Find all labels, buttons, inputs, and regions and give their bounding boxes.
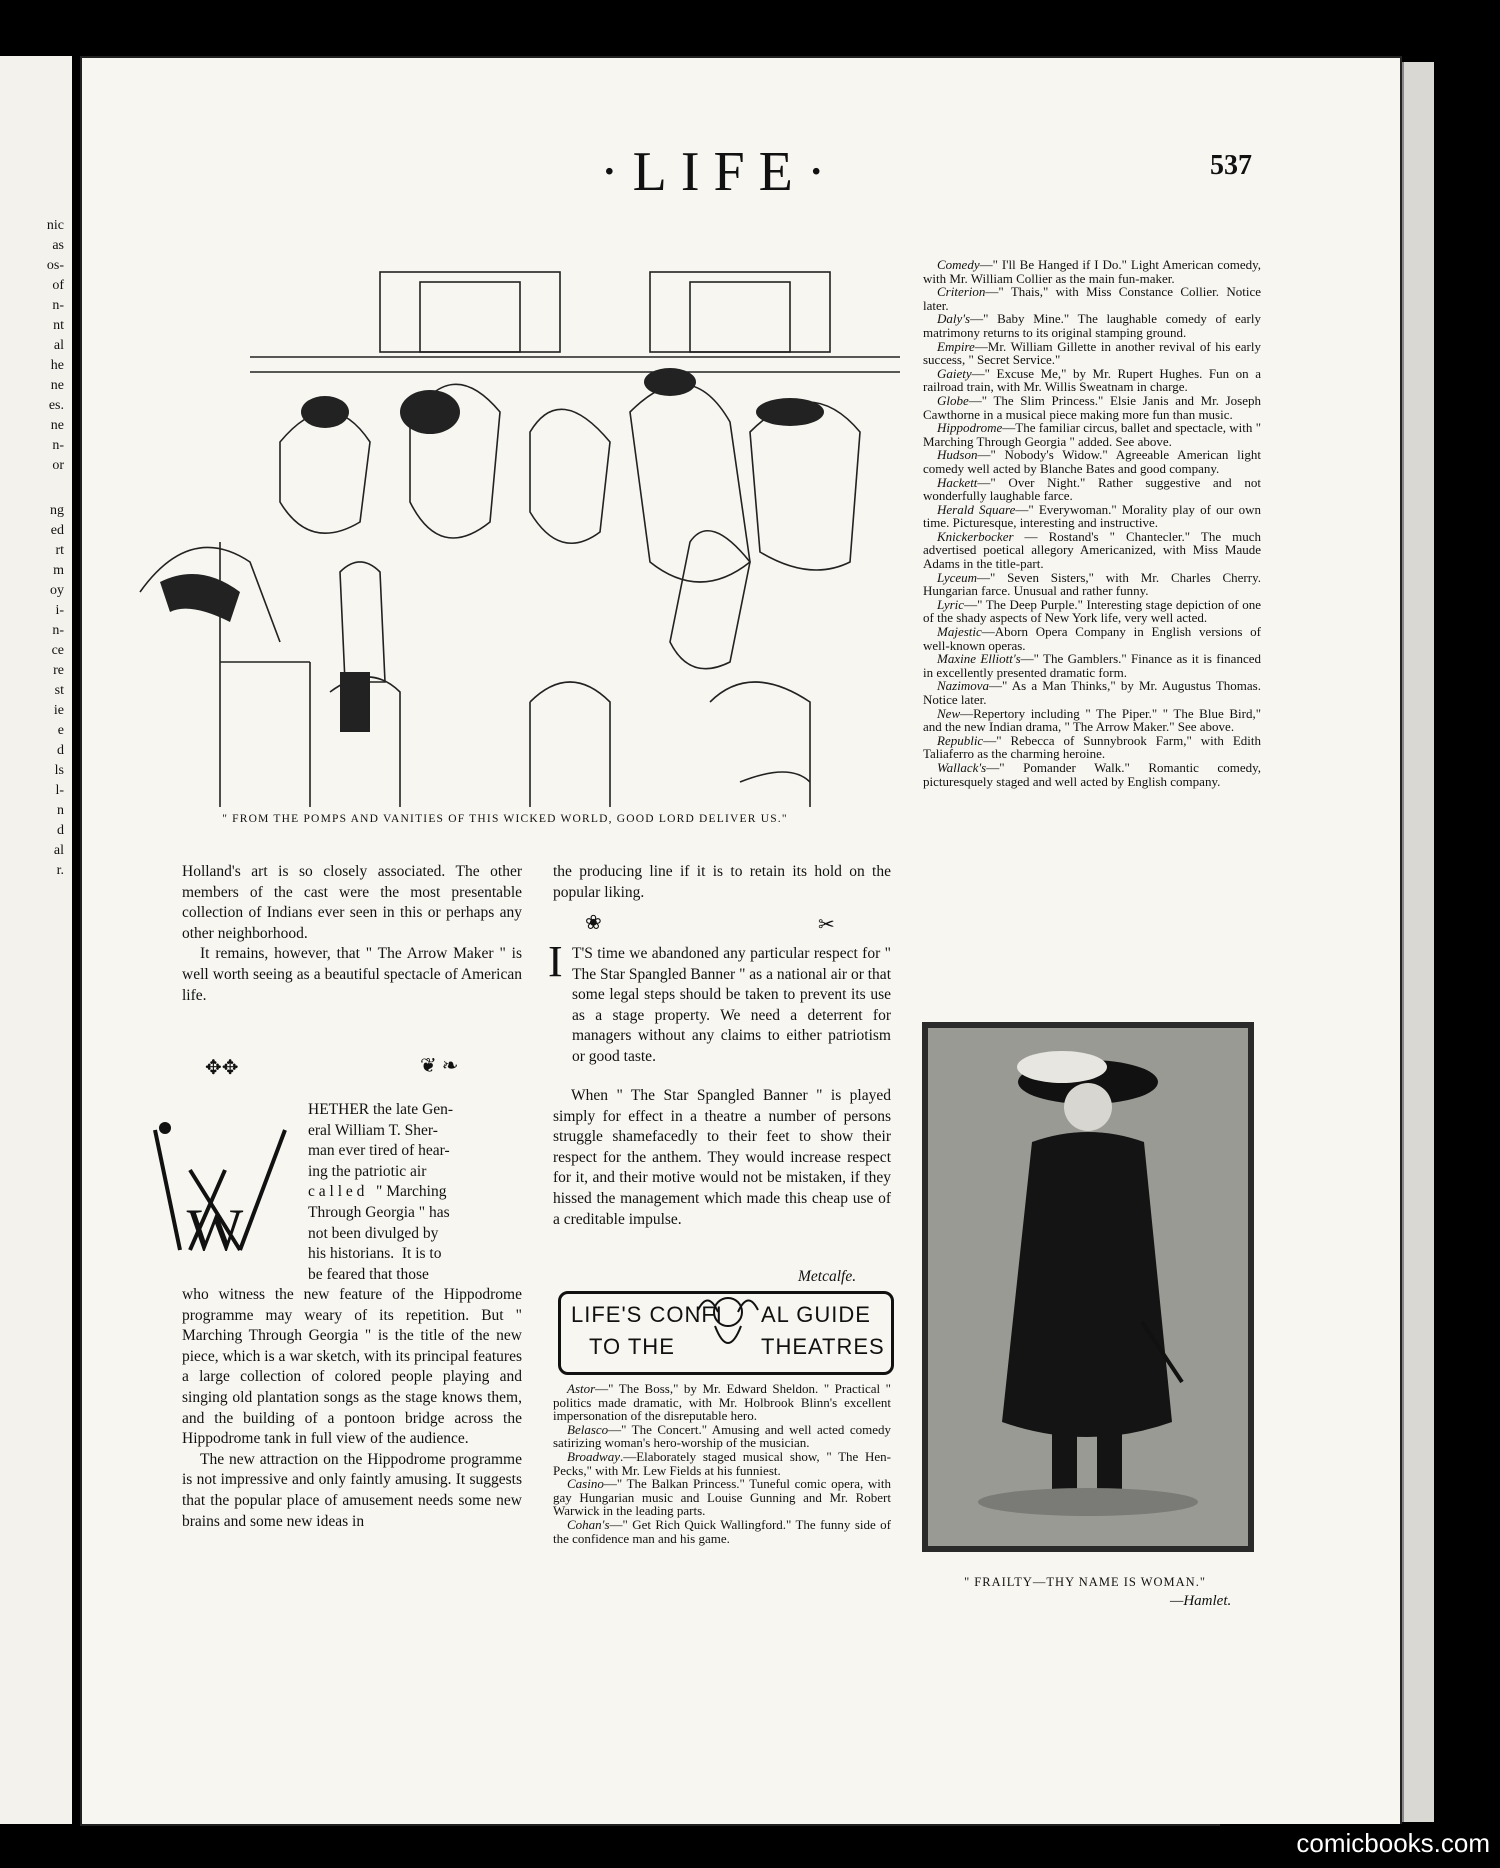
- guide-entry-text: —" Rebecca of Sunnybrook Farm," with Edith Taliaferro as the charming heroine.: [923, 732, 1261, 762]
- wrap-text-line: ing the patriotic air: [308, 1162, 427, 1180]
- prev-page-text-fragment: os-: [46, 258, 64, 273]
- guide-entry-theatre: Hippodrome: [937, 420, 1003, 436]
- guide-entry: [553, 1450, 891, 1477]
- decorative-ornament-icon: ❀: [585, 912, 602, 934]
- prev-page-text-fragment: n: [57, 803, 64, 818]
- guide-entry-text: —" I'll Be Hanged if I Do." Light American comedy, with Mr. William Collier as the main fun-maker.: [923, 257, 1261, 286]
- guide-heading-box: [558, 1291, 894, 1375]
- guide-heading-part: AL GUIDE: [761, 1302, 871, 1327]
- guide-entry-text: —" Excuse Me," by Mr. Rupert Hughes. Fun on a railroad train, with Mr. Willis Sweatnam in charge.: [923, 365, 1261, 395]
- guide-entry: [923, 421, 1261, 448]
- guide-entry-text: —" Get Rich Quick Wallingford." The funny side of the confidence man and his game.: [553, 1516, 891, 1546]
- middle-paragraph-1: the producing line if it is to retain its hold on the popular liking.: [553, 863, 891, 901]
- drop-cap-letter: I: [548, 937, 563, 986]
- guide-entry-theatre: Wallack's: [937, 759, 987, 775]
- prev-page-text-fragment: rt: [55, 543, 64, 558]
- guide-entry: [923, 625, 1261, 652]
- cherub-icon: [693, 1290, 763, 1368]
- wrap-text-line: not been divulged by: [308, 1224, 439, 1242]
- page-edge-stack: [1402, 62, 1434, 1822]
- guide-entry: [923, 571, 1261, 598]
- guide-entry: [553, 1518, 891, 1545]
- prev-page-text-fragment: of: [52, 278, 64, 293]
- left-column-top: [182, 862, 522, 1006]
- prev-page-text-fragment: l-: [55, 783, 64, 798]
- prev-page-text-fragment: al: [53, 843, 64, 858]
- prev-page-text-fragment: n-: [52, 623, 64, 638]
- wrap-text-line: eral William T. Sher-: [308, 1121, 438, 1139]
- guide-entry: [923, 340, 1261, 367]
- guide-entry-text: —Repertory including " The Piper." " The Blue Bird," and the new Indian drama, " The Arrow Maker." See above.: [923, 705, 1261, 735]
- wrap-text-line: man ever tired of hear-: [308, 1142, 450, 1160]
- guide-entry: [923, 258, 1261, 285]
- decorative-ornament-icon: ✂: [818, 914, 835, 936]
- wrap-text-line: be feared that those: [308, 1265, 429, 1283]
- guide-entry-text: —" Pomander Walk." Romantic comedy, picturesquely staged and well acted by English company.: [923, 759, 1261, 789]
- guide-heading-part: THEATRES: [761, 1334, 885, 1359]
- guide-entry-theatre: Knickerbocker: [937, 528, 1014, 544]
- guide-entry-theatre: Hackett: [937, 474, 978, 490]
- guide-entry-text: —" Baby Mine." The laughable comedy of early matrimony returns to its original stamping ground.: [923, 311, 1261, 340]
- guide-entry-text: —" The Slim Princess." Elsie Janis and Mr. Joseph Cawthorne in a musical piece making more fun than music.: [923, 392, 1261, 422]
- guide-entry-text: —Mr. William Gillette in another revival of his early success, " Secret Service.": [923, 338, 1261, 368]
- guide-entry-theatre: Nazimova: [937, 678, 989, 694]
- middle-paragraph-2: T'S time we abandoned any particular respect for " The Star Spangled Banner " as a national air or that some legal steps should be taken to prevent its use as a stage property. We need a deterrent for managers without any claims to either patriotism or good taste.: [572, 945, 891, 1065]
- guide-entry-theatre: Astor: [567, 1381, 596, 1396]
- prev-page-text-fragment: ne: [50, 378, 64, 393]
- prev-page-text-fragment: ed: [50, 523, 64, 538]
- guide-entry-text: — Rostand's " Chantecler." The much advertised poetical allegory Americanized, with Miss Maude Adams in the title-part.: [923, 528, 1261, 572]
- guide-entry-theatre: Cohan's: [567, 1516, 610, 1532]
- author-signature: Metcalfe.: [798, 1268, 857, 1285]
- top-illustration-caption: " FROM THE POMPS AND VANITIES OF THIS WICKED WORLD, GOOD LORD DELIVER US.": [222, 813, 788, 825]
- guide-entry: [553, 1382, 891, 1423]
- prev-page-text-fragment: he: [50, 358, 64, 373]
- guide-entry-theatre: Republic: [937, 732, 984, 748]
- prev-page-text-fragment: m: [53, 563, 64, 578]
- guide-entry: [923, 652, 1261, 679]
- prev-page-text-fragment: ie: [53, 703, 64, 718]
- guide-list-middle: [553, 1382, 891, 1545]
- decorative-ornament-icon: ✥✥: [205, 1057, 239, 1079]
- prev-page-text-fragment: d: [57, 743, 64, 758]
- guide-entry: [923, 679, 1261, 706]
- guide-entry-text: —" Nobody's Widow." Agreeable American light comedy well acted by Blanche Bates and good company.: [923, 447, 1261, 476]
- prev-page-text-fragment: es.: [48, 398, 64, 413]
- prev-page-text-fragment: re: [53, 663, 64, 678]
- guide-entry: [923, 734, 1261, 761]
- guide-entry: [923, 530, 1261, 571]
- guide-entry: [923, 367, 1261, 394]
- guide-entry-theatre: Daly's: [937, 311, 971, 327]
- middle-column-star-spangled: [572, 944, 891, 1068]
- masthead-title: ·LIFE·: [600, 141, 840, 203]
- guide-entry-text: .—Elaborately staged musical show, " The Hen-Pecks," with Mr. Lew Fields at his funniest.: [553, 1448, 891, 1478]
- prev-page-text-fragment: ng: [50, 503, 64, 518]
- guide-entry-text: —" Everywoman." Morality play of our own time. Picturesque, interesting and instructive.: [923, 501, 1261, 531]
- guide-heading-part: TO THE: [589, 1334, 675, 1359]
- prev-page-text-fragment: or: [52, 458, 64, 473]
- guide-entry: [923, 707, 1261, 734]
- guide-heading-part: LIFE'S CONFI: [571, 1302, 723, 1327]
- decorative-ornament-icon: ❦ ❧: [420, 1055, 459, 1077]
- prev-page-text-fragment: n-: [52, 438, 64, 453]
- guide-entry-text: —" The Gamblers." Finance as it is financed in excellently presented dramatic form.: [923, 651, 1261, 680]
- frailty-woman-illustration: [922, 1022, 1254, 1552]
- guide-entry-text: —" As a Man Thinks," by Mr. Augustus Thomas. Notice later.: [923, 678, 1261, 707]
- wrap-text-line: his historians. It is to: [308, 1245, 442, 1263]
- guide-entry-text: —" The Concert." Amusing and well acted comedy satirizing woman's hero-worship of the musician.: [553, 1421, 891, 1451]
- wrap-text-line: c a l l e d " Marching: [308, 1183, 447, 1201]
- prev-page-text-fragment: e: [57, 723, 64, 738]
- wrap-text-line: Through Georgia " has: [308, 1203, 450, 1221]
- guide-entry-text: —" The Boss," by Mr. Edward Sheldon. " Practical " politics made dramatic, with Mr. Holbrook Blinn's excellent impersonation of the disreputable hero.: [553, 1381, 891, 1424]
- photo-attribution: —Hamlet.: [1170, 1593, 1232, 1609]
- guide-entry-text: —" The Deep Purple." Interesting stage depiction of one of the shady aspects of New York life, very well acted.: [923, 596, 1261, 626]
- prev-page-text-fragment: n-: [52, 298, 64, 313]
- guide-entry-theatre: Globe: [937, 392, 969, 408]
- prev-page-text-fragment: nt: [53, 318, 64, 333]
- guide-entry-text: —" Thais," with Miss Constance Collier. Notice later.: [923, 284, 1261, 313]
- guide-entry-text: —" The Balkan Princess." Tuneful comic opera, with gay Hungarian music and Louise Gunning and Mr. Robert Warwick in the leading parts.: [553, 1476, 891, 1519]
- left-paragraph-3-continued: who witness the new feature of the Hippodrome programme may weary of its repetition. But " Marching Through Georgia " is the title of the new piece, which is a war sketch, with its principal features a large collection of colored people playing and singing old plantation songs as the stage knows them, and the building of a pontoon bridge across the Hippodrome tank in full view of the audience.: [182, 1286, 522, 1448]
- guide-entry-theatre: Majestic: [937, 624, 982, 640]
- middle-column-star-spangled-2: [553, 1086, 891, 1230]
- page-number: 537: [1210, 150, 1252, 181]
- prev-page-text-fragment: nic: [46, 218, 64, 233]
- prev-page-text-fragment: oy: [50, 583, 64, 598]
- guide-entry-theatre: Lyric: [937, 596, 965, 612]
- previous-page-edge: [0, 56, 72, 1824]
- guide-list-right: [923, 258, 1261, 788]
- guide-entry: [923, 312, 1261, 339]
- guide-entry-theatre: Criterion: [937, 284, 986, 300]
- guide-entry-theatre: Herald Square: [937, 501, 1016, 517]
- guide-entry: [923, 285, 1261, 312]
- left-paragraph-2: It remains, however, that " The Arrow Maker " is well worth seeing as a beautiful spectacle of American life.: [182, 945, 522, 1004]
- middle-paragraph-3: When " The Star Spangled Banner " is played simply for effect in a theatre a number of persons struggle shamefacedly to their feet to show their respect for the anthem. They would increase respect for it, and their motive would not be mistaken, if they hissed the management which made this cheap use of a creditable impulse.: [553, 1087, 891, 1228]
- site-watermark: comicbooks.com: [1220, 1824, 1490, 1862]
- guide-entry-text: —" Seven Sisters," with Mr. Charles Cherry. Hungarian farce. Unusual and rather funny.: [923, 569, 1261, 599]
- prev-page-text-fragment: st: [54, 683, 64, 698]
- guide-entry-theatre: Casino: [567, 1476, 604, 1492]
- guide-entry-text: —The familiar circus, ballet and spectacle, with " Marching Through Georgia " added. See above.: [923, 420, 1261, 449]
- middle-column-top: [553, 862, 891, 903]
- guide-entry: [923, 476, 1261, 503]
- guide-entry: [923, 448, 1261, 475]
- guide-entry-theatre: New: [937, 705, 961, 721]
- guide-entry: [923, 503, 1261, 530]
- left-paragraph-1: Holland's art is so closely associated. The other members of the cast were the most presentable collection of Indians ever seen in this or perhaps any other neighborhood.: [182, 863, 522, 942]
- prev-page-text-fragment: i-: [55, 603, 64, 618]
- guide-entry-theatre: Lyceum: [937, 569, 978, 585]
- drop-cap-w-rifles-illustration: [135, 1110, 305, 1260]
- left-column-wrap-lines: [308, 1100, 522, 1285]
- wrap-text-line: HETHER the late Gen-: [308, 1101, 454, 1118]
- guide-entry: [923, 761, 1261, 788]
- guide-entry: [923, 394, 1261, 421]
- prev-page-text-fragment: d: [57, 823, 64, 838]
- prev-page-text-fragment: ls: [54, 763, 64, 778]
- prev-page-text-fragment: r.: [56, 863, 64, 878]
- guide-entry-theatre: Broadway: [567, 1448, 620, 1464]
- guide-entry-theatre: Maxine Elliott's: [937, 651, 1021, 667]
- photo-caption: " FRAILTY—THY NAME IS WOMAN.": [964, 1575, 1206, 1589]
- guide-entry-theatre: Comedy: [937, 257, 980, 272]
- guide-entry-theatre: Hudson: [937, 447, 978, 463]
- guide-entry-theatre: Empire: [937, 338, 975, 354]
- guide-entry-text: —Aborn Opera Company in English versions of well-known operas.: [923, 624, 1261, 653]
- left-paragraph-4: The new attraction on the Hippodrome programme is not impressive and only faintly amusing. It suggests that the popular place of amusement needs some new brains and some new ideas in: [182, 1450, 522, 1530]
- guide-entry-theatre: Gaiety: [937, 365, 972, 381]
- guide-entry-text: —" Over Night." Rather suggestive and not wonderfully laughable farce.: [923, 474, 1261, 504]
- top-illustration-women-in-pews: [110, 262, 900, 807]
- left-column-bottom: [182, 1285, 522, 1532]
- prev-page-text-fragment: as: [52, 238, 64, 253]
- guide-entry: [923, 598, 1261, 625]
- prev-page-text-fragment: al: [53, 338, 64, 353]
- guide-entry: [553, 1477, 891, 1518]
- drop-cap-letter: W: [186, 1197, 244, 1260]
- guide-entry: [553, 1423, 891, 1450]
- prev-page-text-fragment: ne: [50, 418, 64, 433]
- prev-page-text-fragment: ce: [51, 643, 64, 658]
- guide-entry-theatre: Belasco: [567, 1421, 609, 1437]
